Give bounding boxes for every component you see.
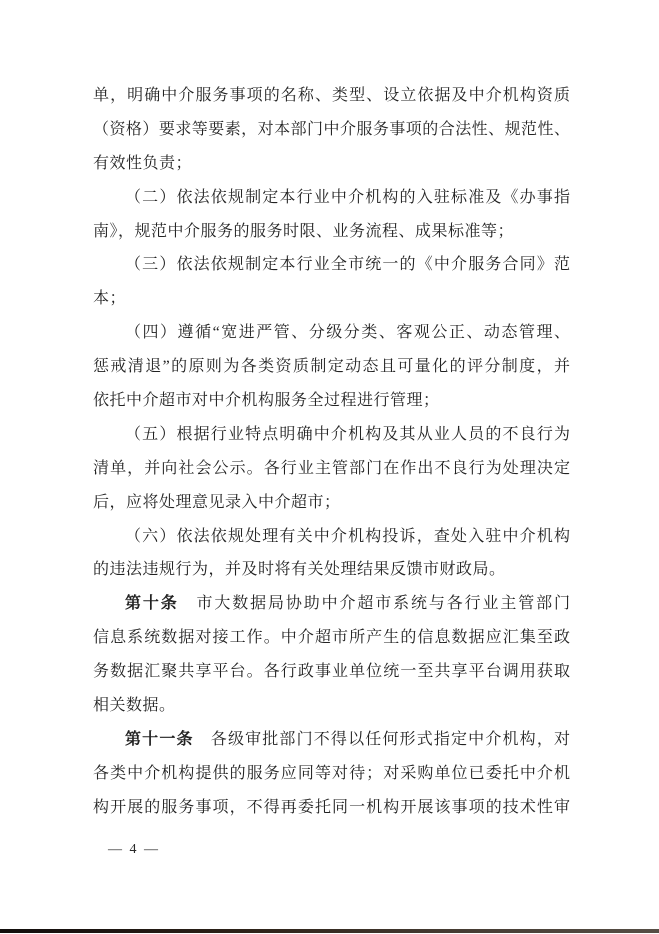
page-number: — 4 — xyxy=(108,842,160,857)
text-run: 相关数据。 xyxy=(93,697,176,715)
text-line xyxy=(93,418,570,452)
text-run: 本； xyxy=(93,290,127,308)
text-line xyxy=(93,621,570,655)
text-line xyxy=(93,791,570,825)
text-run: 清单，并向社会公示。各行业主管部门在作出不良行为处理决定 xyxy=(93,459,570,477)
text-line xyxy=(93,113,570,147)
text-line xyxy=(93,452,570,486)
scan-edge-artifact xyxy=(0,929,659,933)
text-run: 依托中介超市对中介机构服务全过程进行管理； xyxy=(93,392,440,410)
text-line xyxy=(93,757,570,791)
text-run: 务数据汇聚共享平台。各行政事业单位统一至共享平台调用获取 xyxy=(93,663,570,681)
text-line xyxy=(93,79,570,113)
text-line xyxy=(93,248,570,282)
text-run: 有效性负责； xyxy=(93,154,193,172)
text-run: （资格）要求等要素，对本部门中介服务事项的合法性、规范性、 xyxy=(93,120,570,138)
text-run: （六）依法依规处理有关中介机构投诉，查处入驻中介机构 xyxy=(125,527,570,545)
text-run: 各类中介机构提供的服务应同等对待；对采购单位已委托中介机 xyxy=(93,764,570,782)
text-run: （二）依法依规制定本行业中介机构的入驻标准及《办事指 xyxy=(125,188,570,206)
text-line xyxy=(93,553,570,587)
document-body xyxy=(93,79,570,825)
text-line xyxy=(93,215,570,249)
text-run: 构开展的服务事项，不得再委托同一机构开展该事项的技术性审 xyxy=(93,798,570,816)
text-run: 南》，规范中介服务的服务时限、业务流程、成果标准等； xyxy=(93,222,515,240)
text-line xyxy=(93,282,570,316)
text-run: （四）遵循“宽进严管、分级分类、客观公正、动态管理、 xyxy=(125,324,570,342)
text-line xyxy=(93,689,570,723)
text-line xyxy=(93,147,570,181)
text-run: 后，应将处理意见录入中介超市； xyxy=(93,493,341,511)
text-line xyxy=(93,486,570,520)
text-line xyxy=(93,350,570,384)
clause-heading: 第十条 xyxy=(125,595,179,613)
text-line xyxy=(93,587,570,621)
text-line xyxy=(93,655,570,689)
text-run: （三）依法依规制定本行业全市统一的《中介服务合同》范 xyxy=(125,256,570,274)
clause-heading: 第十一条 xyxy=(125,730,194,748)
text-run: 的违法违规行为，并及时将有关处理结果反馈市财政局。 xyxy=(93,561,506,579)
text-line xyxy=(93,181,570,215)
text-run: 单，明确中介服务事项的名称、类型、设立依据及中介机构资质 xyxy=(93,87,570,104)
text-line xyxy=(93,723,570,757)
text-run: 信息系统数据对接工作。中介超市所产生的信息数据应汇集至政 xyxy=(93,629,570,647)
text-run: 惩戒清退”的原则为各类资质制定动态且可量化的评分制度，并 xyxy=(93,358,570,376)
text-line xyxy=(93,384,570,418)
text-run: （五）根据行业特点明确中介机构及其从业人员的不良行为 xyxy=(125,425,570,443)
text-run: 各级审批部门不得以任何形式指定中介机构，对 xyxy=(193,730,570,748)
text-run: 市大数据局协助中介超市系统与各行业主管部门 xyxy=(178,595,570,613)
text-line xyxy=(93,316,570,350)
text-line xyxy=(93,520,570,554)
